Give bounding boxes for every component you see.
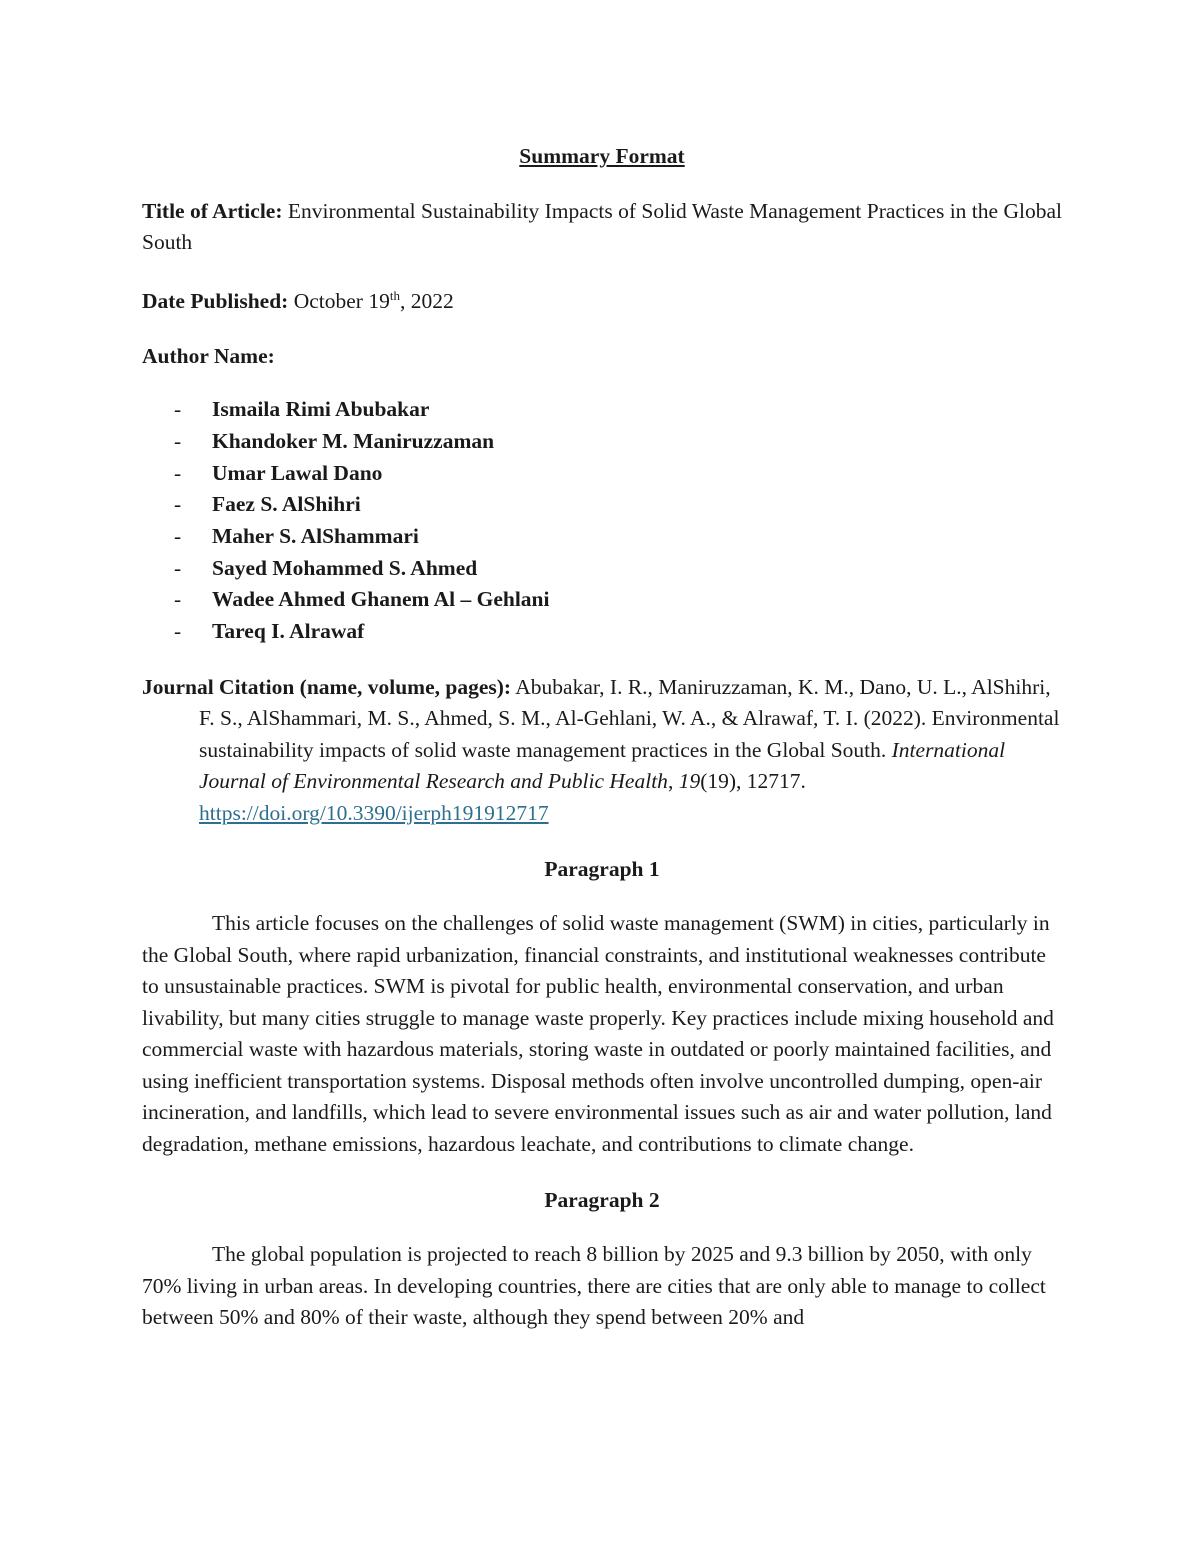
- list-item: [142, 616, 1062, 648]
- article-title-value: Environmental Sustainability Impacts of Solid Waste Management Practices in the Global South: [142, 199, 1062, 254]
- paragraph-1-heading: Paragraph 1: [544, 857, 660, 882]
- author-name: Wadee Ahmed Ghanem Al – Gehlani: [212, 587, 550, 612]
- list-dash: -: [174, 523, 182, 548]
- paragraph-2-body: The global population is projected to reach 8 billion by 2025 and 9.3 billion by 2050, with only 70% living in urban areas. In developing countries, there are cities that are only able to manage to collect between 50% and 80% of their waste, although they spend between 20% and: [142, 1242, 1046, 1330]
- citation-separator: ,: [667, 769, 679, 794]
- list-dash: -: [174, 619, 182, 644]
- paragraph-2-heading: Paragraph 2: [544, 1188, 660, 1213]
- list-item: [142, 553, 1062, 585]
- author-name-label: Author Name:: [142, 344, 275, 369]
- date-ordinal-suffix: th: [389, 288, 400, 303]
- list-item: [142, 458, 1062, 490]
- journal-citation-label: Journal Citation (name, volume, pages):: [142, 674, 512, 699]
- doi-link[interactable]: https://doi.org/10.3390/ijerph191912717: [199, 800, 549, 825]
- author-list: [142, 394, 1062, 648]
- author-name: Khandoker M. Maniruzzaman: [212, 428, 495, 453]
- author-name: Tareq I. Alrawaf: [212, 619, 365, 644]
- list-item: [142, 489, 1062, 521]
- list-dash: -: [174, 397, 182, 422]
- date-published-value: October 19: [288, 289, 390, 314]
- citation-issue-pages: (19), 12717.: [700, 769, 806, 794]
- document-page: [142, 140, 1062, 1334]
- paragraph-1-body: This article focuses on the challenges of solid waste management (SWM) in cities, particularly in the Global South, where rapid urbanization, financial constraints, and institutional weaknesses contribute to unsustainable practices. SWM is pivotal for public health, environmental conservation, and urban livability, but many cities struggle to manage waste properly. Key practices include mixing household and commercial waste with hazardous materials, storing waste in outdated or poorly maintained facilities, and using inefficient transportation systems. Disposal methods often involve uncontrolled dumping, open-air incineration, and landfills, which lead to severe environmental issues such as air and water pollution, land degradation, methane emissions, hazardous leachate, and contributions to climate change.: [142, 911, 1054, 1156]
- document-title: Summary Format: [519, 144, 685, 168]
- author-name: Ismaila Rimi Abubakar: [212, 397, 430, 422]
- list-dash: -: [174, 587, 182, 612]
- author-name-field: [142, 341, 1062, 372]
- journal-name: International Journal of Environmental Research and Public Health: [199, 737, 1006, 794]
- author-name: Umar Lawal Dano: [212, 460, 383, 485]
- journal-citation: [142, 672, 1062, 830]
- list-item: [142, 584, 1062, 616]
- list-item: [142, 521, 1062, 553]
- author-name: Sayed Mohammed S. Ahmed: [212, 555, 478, 580]
- author-name: Maher S. AlShammari: [212, 523, 419, 548]
- list-dash: -: [174, 492, 182, 517]
- list-item: [142, 426, 1062, 458]
- author-name: Faez S. AlShihri: [212, 492, 361, 517]
- article-title-label: Title of Article:: [142, 199, 283, 223]
- list-item: [142, 394, 1062, 426]
- date-published-year: , 2022: [399, 289, 454, 314]
- date-published-label: Date Published:: [142, 289, 289, 314]
- list-dash: -: [174, 428, 182, 453]
- citation-text: Abubakar, I. R., Maniruzzaman, K. M., Dano, U. L., AlShihri, F. S., AlShammari, M. S., Ahmed, S. M., Al-Gehlani, W. A., & Alrawaf, T. I. (2022). Environmental sustainability impacts of solid waste management practices in the Global South.: [199, 674, 1060, 762]
- list-dash: -: [174, 460, 182, 485]
- article-title-field: [142, 196, 1062, 258]
- date-published-field: [142, 280, 1062, 317]
- journal-volume: 19: [678, 769, 701, 794]
- list-dash: -: [174, 555, 182, 580]
